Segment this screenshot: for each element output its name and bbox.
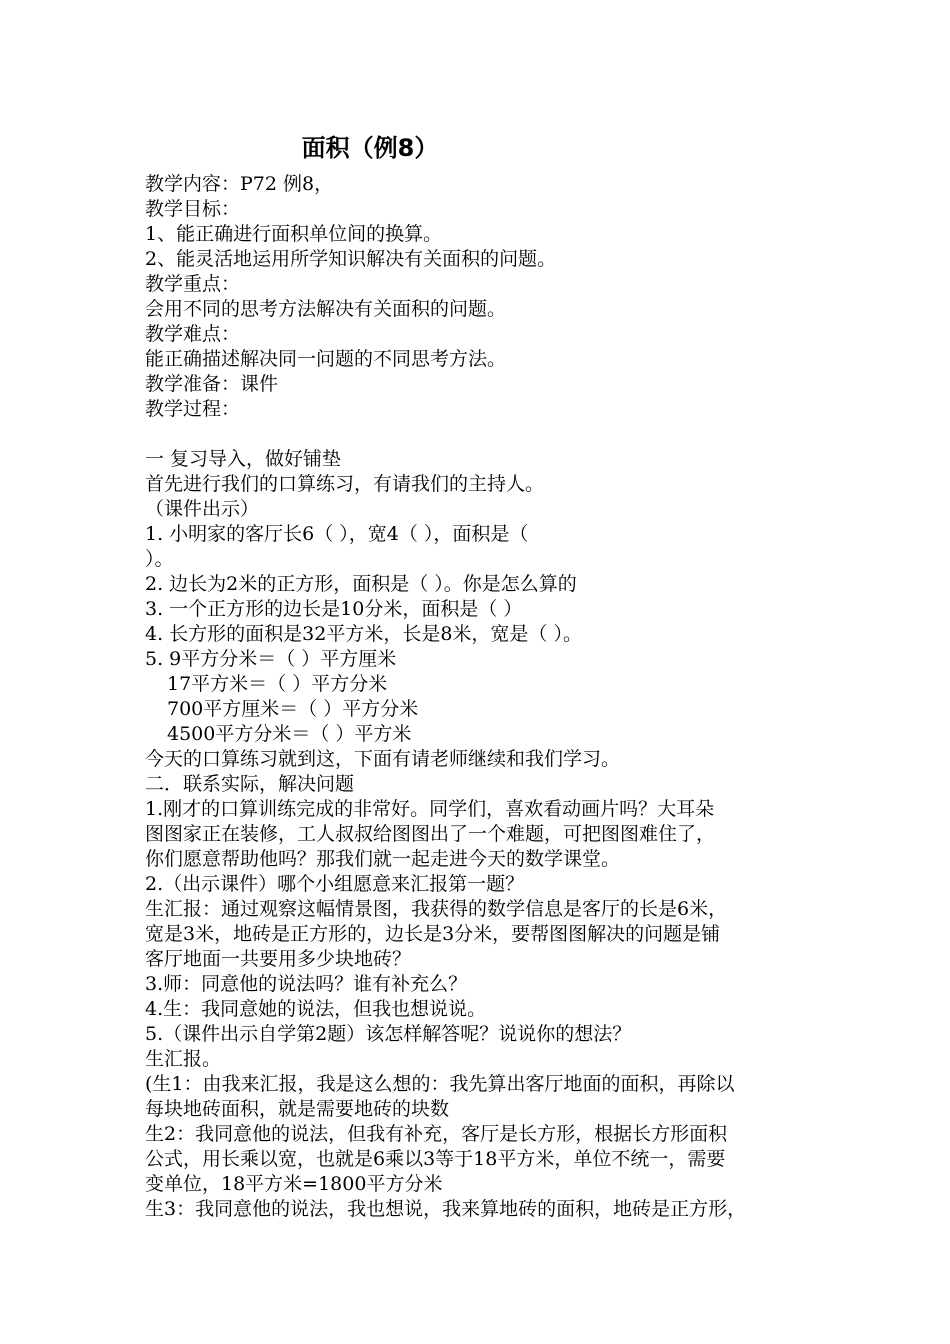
text-line: 4.生：我同意她的说法，但我也想说说。 [145,998,487,1020]
text-line: (生1：由我来汇报，我是这么想的：我先算出客厅地面的面积，再除以 [145,1073,735,1095]
text-line: 17平方米＝（ ）平方分米 [167,673,388,695]
text-line: 2.（出示课件）哪个小组愿意来汇报第一题？ [145,873,525,895]
text-line: 生汇报。 [145,1048,222,1070]
text-line: ）。 [145,548,174,570]
text-line: 700平方厘米＝（ ）平方分米 [167,698,419,720]
text-line: 教学难点： [145,323,241,345]
text-line: 生3：我同意他的说法，我也想说，我来算地砖的面积，地砖是正方形， [145,1198,747,1220]
text-line: 每块地砖面积，就是需要地砖的块数 [145,1098,450,1120]
document-title: 面积（例8） [301,134,439,162]
text-line: 首先进行我们的口算练习，有请我们的主持人。 [145,473,545,495]
text-line: 2、能灵活地运用所学知识解决有关面积的问题。 [145,248,557,270]
text-line: 4. 长方形的面积是32平方米，长是8米，宽是（ ）。 [145,623,582,645]
text-line: 教学过程： [145,398,241,420]
text-line: 图图家正在装修，工人叔叔给图图出了一个难题，可把图图难住了， [145,823,716,845]
text-line: 会用不同的思考方法解决有关面积的问题。 [145,298,507,320]
blank-line [145,422,810,447]
text-line: 1.刚才的口算训练完成的非常好。同学们，喜欢看动画片吗？大耳朵 [145,798,715,820]
text-line: 宽是3米，地砖是正方形的，边长是3分米，要帮图图解决的问题是铺 [145,923,721,945]
text-line: 生2：我同意他的说法，但我有补充，客厅是长方形，根据长方形面积 [145,1123,728,1145]
text-line: 1、能正确进行面积单位间的换算。 [145,223,443,245]
text-line: 一 复习导入，做好铺垫 [145,448,342,470]
text-line: 教学内容：P72 例8， [145,173,334,195]
text-line: 教学准备：课件 [145,373,279,395]
text-line: 3.师：同意他的说法吗？谁有补充么？ [145,973,468,995]
text-line: 教学目标： [145,198,241,220]
text-line: 你们愿意帮助他吗？那我们就一起走进今天的数学课堂。 [145,848,621,870]
text-line: 4500平方分米＝（ ）平方米 [167,723,412,745]
text-line: 2. 边长为2米的正方形，面积是（ ）。你是怎么算的 [145,573,577,595]
text-line: 5. 9平方分米＝（ ）平方厘米 [145,648,397,670]
text-line: 1. 小明家的客厅长6（ ），宽4（ ），面积是（ [145,523,529,545]
text-line: 教学重点： [145,273,241,295]
text-line: 生汇报：通过观察这幅情景图，我获得的数学信息是客厅的长是6米， [145,898,728,920]
text-line: 公式，用长乘以宽，也就是6乘以3等于18平方米，单位不统一，需要 [145,1148,726,1170]
text-line: 5.（课件出示自学第2题）该怎样解答呢？说说你的想法？ [145,1023,632,1045]
text-line: 3. 一个正方形的边长是10分米，面积是（ ） [145,598,523,620]
text-line: （课件出示） [145,498,260,520]
document-body [145,172,810,1222]
text-line: 能正确描述解决同一问题的不同思考方法。 [145,348,507,370]
text-line: 二．联系实际，解决问题 [145,773,355,795]
text-line: 今天的口算练习就到这，下面有请老师继续和我们学习。 [145,748,621,770]
text-line: 客厅地面一共要用多少块地砖？ [145,948,412,970]
text-line: 变单位，18平方米=1800平方分米 [145,1173,443,1195]
